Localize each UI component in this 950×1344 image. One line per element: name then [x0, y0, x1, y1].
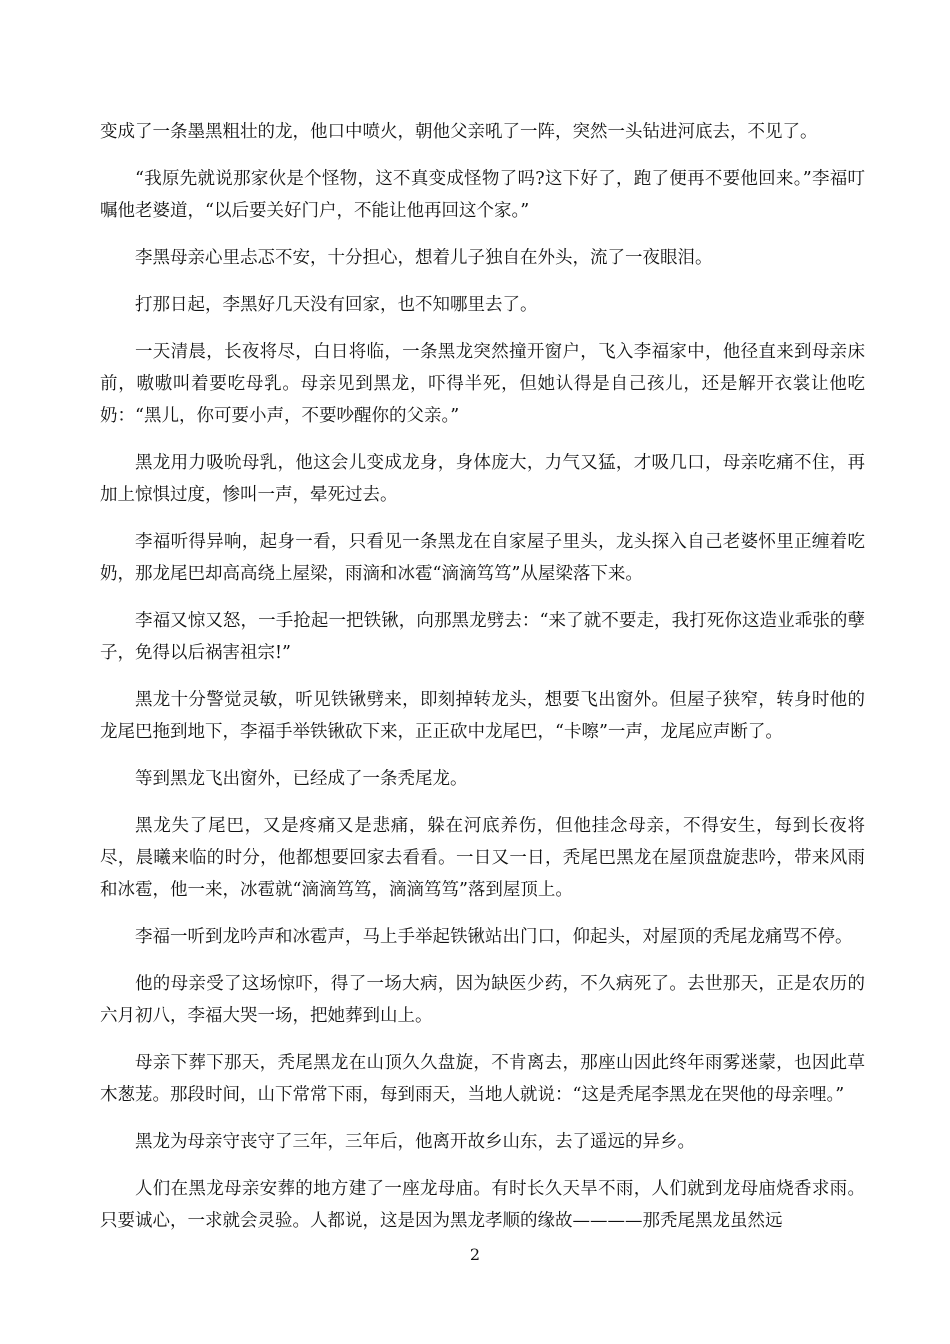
- document-body: [100, 116, 865, 1252]
- page-number: 2: [469, 1245, 481, 1264]
- paragraph-13: 他的母亲受了这场惊吓，得了一场大病，因为缺医少药，不久病死了。去世那天，正是农历的六月初八，李福大哭一场，把她葬到山上。: [100, 974, 865, 1026]
- paragraph-7: 李福听得异响，起身一看，只看见一条黑龙在自家屋子里头，龙头探入自己老婆怀里正缠着吃奶，那龙尾巴却高高绕上屋梁，雨滴和冰雹“滴滴笃笃”从屋梁落下来。: [100, 532, 865, 584]
- paragraph-15: 黑龙为母亲守丧守了三年，三年后，他离开故乡山东，去了遥远的异乡。: [135, 1132, 695, 1152]
- paragraph-6: 黑龙用力吸吮母乳，他这会儿变成龙身，身体庞大，力气又猛，才吸几口，母亲吃痛不住，再加上惊惧过度，惨叫一声，晕死过去。: [100, 453, 865, 505]
- paragraph-8: 李福又惊又怒，一手抢起一把铁锹，向那黑龙劈去：“来了就不要走，我打死你这造业乖张的孽子，免得以后祸害祖宗!”: [100, 611, 865, 663]
- paragraph-12: 李福一听到龙吟声和冰雹声，马上手举起铁锹站出门口，仰起头，对屋顶的秃尾龙痛骂不停。: [135, 927, 853, 947]
- paragraph-2: “我原先就说那家伙是个怪物，这不真变成怪物了吗?这下好了，跑了便再不要他回来。”李福叮嘱他老婆道，“以后要关好门户，不能让他再回这个家。”: [100, 169, 865, 221]
- paragraph-11: 黑龙失了尾巴，又是疼痛又是悲痛，躲在河底养伤，但他挂念母亲，不得安生，每到长夜将尽，晨曦来临的时分，他都想要回家去看看。一日又一日，秃尾巴黑龙在屋顶盘旋悲吟，带来风雨和冰雹，他一来，冰雹就“滴滴笃笃，滴滴笃笃”落到屋顶上。: [100, 816, 865, 900]
- paragraph-1: 变成了一条墨黑粗壮的龙，他口中喷火，朝他父亲吼了一阵，突然一头钻进河底去，不见了。: [100, 122, 818, 142]
- paragraph-5: 一天清晨，长夜将尽，白日将临，一条黑龙突然撞开窗户，飞入李福家中，他径直来到母亲床前，嗷嗷叫着要吃母乳。母亲见到黑龙，吓得半死，但她认得是自己孩儿，还是解开衣裳让他吃奶：“黑儿，你可要小声，不要吵醒你的父亲。”: [100, 342, 865, 426]
- paragraph-9: 黑龙十分警觉灵敏，听见铁锹劈来，即刻掉转龙头，想要飞出窗外。但屋子狭窄，转身时他的龙尾巴拖到地下，李福手举铁锹砍下来，正正砍中龙尾巴，“卡嚓”一声，龙尾应声断了。: [100, 690, 865, 742]
- paragraph-14: 母亲下葬下那天，秃尾黑龙在山顶久久盘旋，不肯离去，那座山因此终年雨雾迷蒙，也因此草木葱茏。那段时间，山下常常下雨，每到雨天，当地人就说：“这是秃尾李黑龙在哭他的母亲哩。”: [100, 1053, 865, 1105]
- paragraph-4: 打那日起，李黑好几天没有回家，也不知哪里去了。: [135, 295, 538, 315]
- paragraph-16: 人们在黑龙母亲安葬的地方建了一座龙母庙。有时长久天旱不雨，人们就到龙母庙烧香求雨。只要诚心，一求就会灵验。人都说，这是因为黑龙孝顺的缘故————那秃尾黑龙虽然远: [100, 1179, 865, 1231]
- paragraph-3: 李黑母亲心里忐忑不安，十分担心，想着儿子独自在外头，流了一夜眼泪。: [135, 248, 713, 268]
- paragraph-10: 等到黑龙飞出窗外，已经成了一条秃尾龙。: [135, 769, 468, 789]
